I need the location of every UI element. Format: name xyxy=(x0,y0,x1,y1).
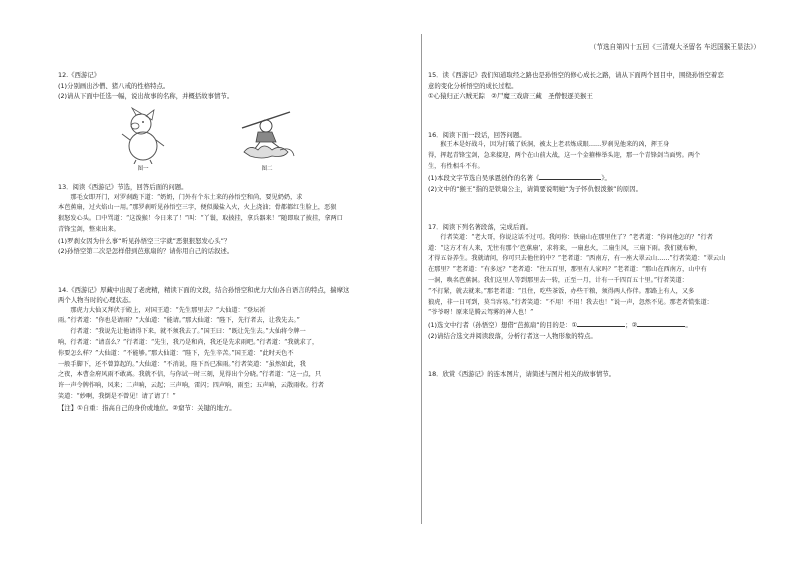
q12-sub1: (1)分别画出沙僧、猪八戒的性格特点。 xyxy=(58,81,170,90)
q12-sub2: (2)请从下面中任选一幅，说出故事的名称，并概括故事情节。 xyxy=(58,92,234,100)
header-source-note: （节选自第四十五回《三清观大圣留名 车迟国猴王显法》） xyxy=(589,43,760,51)
spacer xyxy=(428,341,764,355)
passage-line: 狼虎，非一日可到，莫当容易。”行者笑道：“不用！不用！我去也！”说一声，忽然不见。那老者慌张道： xyxy=(428,298,713,306)
figure-1-caption: 图一 xyxy=(137,165,149,172)
passage-line: 青锋宝剑，整束出来。 xyxy=(58,225,120,233)
passage-line: 狠怒发心头。口中骂道：“这泼猴！今日来了！”叫：“丫鬟，取披挂，拿兵器来！”随即取了披挂，拿两口 xyxy=(58,215,343,223)
figure-1 xyxy=(114,106,172,175)
question-13 xyxy=(58,182,413,257)
q17-sub1 xyxy=(428,319,764,331)
q14-title: 14.《西游记》厚藏中出现了老虎精，精读下面的文段，结合孙悟空和虎力大仙各自语言的特点，揣摩这 xyxy=(58,285,350,294)
figure-2 xyxy=(236,106,298,175)
q17-passage xyxy=(428,233,764,319)
question-15 xyxy=(428,70,764,102)
q16-sub1-end: 》。 xyxy=(601,174,611,183)
passage-line: 许一声令牌作响，风来；二声响，云起；三声响，雷闪；四声响，雨至；五声响，云散雨收。行者 xyxy=(58,382,325,390)
spacer xyxy=(428,116,764,130)
passage-line: 得，挥起青锋宝剑，急来接迎，两个在山前大战，这一个金箍棒举头迎，那一个青锋剑当面劈。两个 xyxy=(428,151,701,159)
passage-line: 笑道：“妙啊，我倒是不曾见！请了请了！” xyxy=(58,393,176,401)
passage-line: 行者笑道：“老大哥，你说这话不过可。我问你：铁扇山在那里住了？”老者道：“你问他怎的？”行者 xyxy=(428,233,713,241)
q17-sub1-text: (1)选文中行者（孙悟空）想借“芭蕉扇”的目的是：① xyxy=(428,321,578,330)
q16-passage xyxy=(428,140,764,172)
q13-sub2: (2)孙悟空第二次是怎样借到芭蕉扇的？请你用自己的话叙述。 xyxy=(58,247,234,256)
q14-passage xyxy=(58,306,413,403)
passage-line: 行者道：“我说先让他请得下来，就不须我去了。”国王曰：“既让先生去。”大仙将令牌一 xyxy=(58,328,306,336)
question-16 xyxy=(428,130,764,195)
passage-line: 那虎力大仙又拜伏于殿上，对国王道：“先生那里去？”大仙道：“登坛祈 xyxy=(58,306,266,314)
passage-line: 那毛女即开门，对罗刹跪下道：“奶奶，门外有个东土来的孙悟空和尚，要见奶奶，求 xyxy=(58,193,303,201)
q16-title: 16．阅读下面一段话，回答问题。 xyxy=(428,130,526,139)
passage-line: “爷爷呀！原来是腾云驾雾的神人也！” xyxy=(428,309,534,317)
passage-line: 一般手脚下，还不曾算起的。”大仙道：“不消说，陛下吾已准雨。”行者笑道：“虽然如此，我 xyxy=(58,360,306,368)
passage-line: “不打紧，就去就来。”那老者道：“且住，吃些茶饭，办些干粮，须得两人作伴。那路上有人，又多 xyxy=(428,287,695,295)
q17-sub1-end: 。 xyxy=(685,321,692,330)
spacer xyxy=(58,271,413,285)
question-17 xyxy=(428,222,764,341)
passage-line: 之夜，本曹金府风雨不敢离。我就不信，与你试一时三刻，见得出个分晓。”行者道：“这一点，只 xyxy=(58,371,322,379)
right-column xyxy=(428,70,764,380)
q13-sub1: (1)罗刹女因为什么事“听见孙悟空三字就”恶狠狠怒发心头”？ xyxy=(58,236,231,245)
note-text: ①自重：指高自己的身价或地位。②窟节：关键的地方。 xyxy=(77,403,236,412)
q16-sub1 xyxy=(428,172,764,184)
spacer xyxy=(58,257,413,271)
question-12 xyxy=(58,70,413,174)
spacer xyxy=(58,174,413,182)
q17-title: 17．阅读下列名著段落，完成后面。 xyxy=(428,223,532,232)
passage-line: 猴王本是好战斗，因为打破了妖洞，被太上老君炼成眼……罗刹见他来的凶，挥王身 xyxy=(428,141,670,148)
q15-title: 15．读《西游记》我们知道取经之路也是孙悟空的修心成长之路，请从下面两个回目中，围绕孙悟空着恋 xyxy=(428,71,724,79)
q16-sub1-text: (1)本段文字节选自吴承恩创作的名著《 xyxy=(428,174,540,183)
left-column xyxy=(58,70,413,413)
passage-line: 一洞，唤名芭蕉洞。我们这里人等到那里去一转，正至一月，计有一千四百五十里。”行者笑道： xyxy=(428,277,688,285)
monkey-on-cloud-illustration xyxy=(236,106,298,164)
q12-figures xyxy=(114,106,413,175)
question-18 xyxy=(428,369,764,380)
q12-title: 12.《西游记》 xyxy=(58,71,101,79)
answer-blank[interactable] xyxy=(539,172,601,180)
pig-character-illustration xyxy=(114,106,172,164)
q14-note xyxy=(58,403,413,414)
q14-title-cont: 两个人物当时的心理状态。 xyxy=(58,296,135,305)
question-14 xyxy=(58,285,413,414)
q13-passage xyxy=(58,193,413,236)
spacer xyxy=(428,194,764,208)
figure-2-caption: 图二 xyxy=(261,165,273,172)
passage-line: 响，行者道：“请喜么？”行者道：“先生，我乃是和尚，我还是先求雨吧。”行者道：“我就求了， xyxy=(58,339,319,347)
q17-sub2: (2)请结合选文并阅读段落，分析行者这一人物形象的特点。 xyxy=(428,331,597,340)
passage-line: 雨。”行者道：“你也是请雨？”大仙道：“能请。”那大仙道：“陛下，先行者去，让我先去。” xyxy=(58,317,300,325)
answer-blank-2[interactable] xyxy=(637,319,685,327)
q16-sub2: (2)文中的“猴王”指的是铁扇公主，请简要说明她“为子怀仇恨泼猴”的原因。 xyxy=(428,184,643,193)
passage-line: 才得五谷养生。我就请问，你可只去他住的中？”老者道：“西南方，有一座大翠云山……”行者笑道：“翠云山 xyxy=(428,255,726,263)
passage-line: 你要怎么样？”大仙道：“不能够。”那大仙道：“陛下，先生辛苦。”国王道：“此时天色不 xyxy=(58,349,294,357)
q18-title: 18．欣赏《西游记》的连本图片，请简述与图片相关的故事情节。 xyxy=(428,370,616,379)
spacer xyxy=(428,102,764,116)
note-label: 【注】 xyxy=(58,403,78,412)
q17-sub1-sep: ；② xyxy=(625,321,638,330)
q13-title: 13．阅读《西游记》节选，回答后面的问题。 xyxy=(58,183,188,191)
column-divider xyxy=(421,34,422,524)
spacer xyxy=(428,355,764,369)
q15-options: ①心猿归正六贼无踪 ②尸魔三戏唐三藏 圣僧恨逐美猴王 xyxy=(428,92,593,100)
passage-line: 生，有性相斗不有。 xyxy=(428,162,484,170)
q15-title-cont: 意的变化分析悟空的成长过程。 xyxy=(428,81,518,90)
spacer xyxy=(428,208,764,222)
passage-line: 本芭蕉扇，过火焰山一用。”那罗刹听见孙悟空三字，便似撮盐入火，火上浇油；骨都都红生脸上，恶狠 xyxy=(58,204,337,212)
passage-line: 道：“这方才有人来，无往有那个‘芭蕉扇’，求将来，一扇息火，二扇生风，三扇下雨。我们就布种， xyxy=(428,244,702,252)
passage-line: 在那里？”老者道：“有多远？”老者道：“往五百里，那里有人家吗？”老者道：“那山在西南方，山中有 xyxy=(428,266,707,274)
answer-blank-1[interactable] xyxy=(577,319,625,327)
